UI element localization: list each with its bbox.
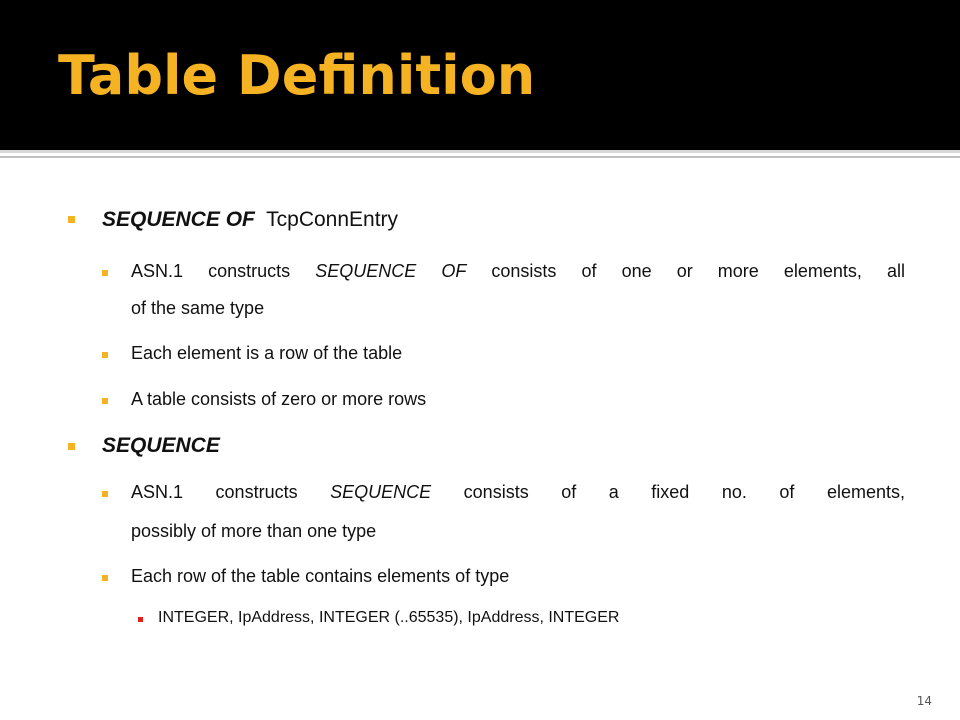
bullet-square-icon <box>102 575 108 581</box>
bullet-sequence-of <box>102 208 398 232</box>
sub-bullet-table-rows: A table consists of zero or more rows <box>131 389 427 409</box>
title-bar <box>0 0 960 150</box>
sub-bullet-asn-sequence: ASN.1 constructs SEQUENCE consists of a fixed no. of elements, <box>131 482 905 502</box>
bullet-square-icon <box>102 352 108 358</box>
sub-sub-bullet-type-list: INTEGER, IpAddress, INTEGER (..65535), IpAddress, INTEGER <box>158 609 620 626</box>
bullet-square-icon <box>102 270 108 276</box>
sub-bullet-row-element: Each element is a row of the table <box>131 343 403 363</box>
bullet-keyword: SEQUENCE OF <box>102 208 255 231</box>
bullet-keyword: SEQUENCE <box>102 434 220 457</box>
sub-bullet-continuation: possibly of more than one type <box>131 521 377 541</box>
title-divider-shadow <box>0 156 960 158</box>
bullet-sequence <box>102 434 220 458</box>
bullet-square-icon <box>68 443 75 450</box>
bullet-square-icon <box>102 398 108 404</box>
title-divider <box>0 150 960 153</box>
sub-bullet-asn-sequence-of: ASN.1 constructs SEQUENCE OF consists of one or more elements, all <box>131 261 905 281</box>
emphasis-term: SEQUENCE OF <box>315 261 467 281</box>
sub-bullet-continuation: of the same type <box>131 298 265 318</box>
emphasis-term: SEQUENCE <box>330 482 432 502</box>
bullet-square-icon <box>102 491 108 497</box>
slide-title: Table Definition <box>58 44 536 107</box>
bullet-square-icon <box>68 216 75 223</box>
bullet-square-icon <box>138 617 143 622</box>
sub-bullet-row-types: Each row of the table contains elements of type <box>131 566 510 586</box>
bullet-type-name: TcpConnEntry <box>266 208 399 231</box>
page-number: 14 <box>916 694 932 708</box>
